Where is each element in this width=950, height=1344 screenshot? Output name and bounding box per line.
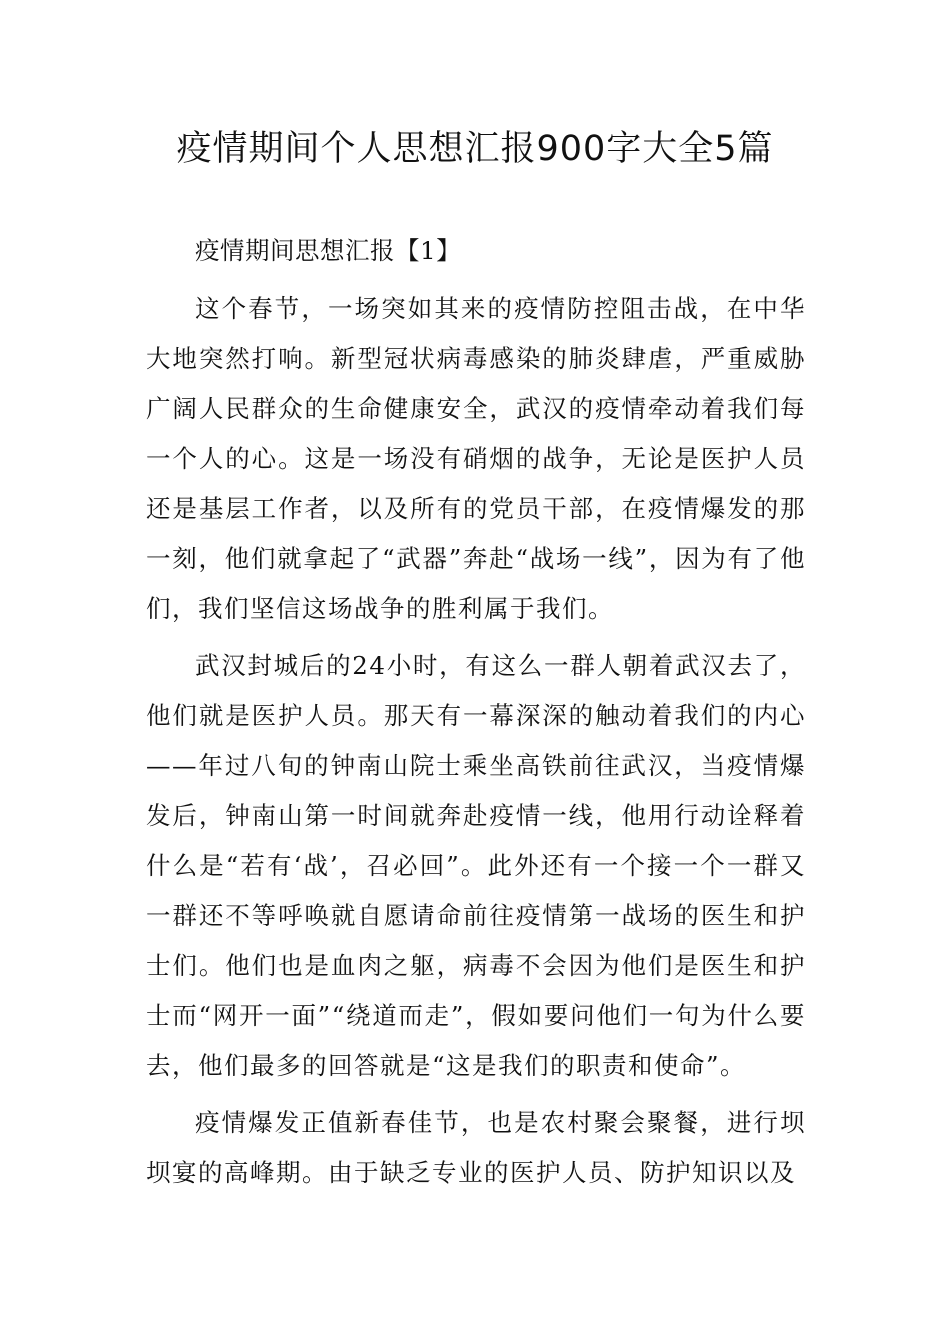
paragraph: 疫情爆发正值新春佳节，也是农村聚会聚餐，进行坝坝宴的高峰期。由于缺乏专业的医护人员、防护知识以及 xyxy=(146,1108,806,1187)
section-heading: 疫情期间思想汇报【1】 xyxy=(195,236,462,265)
document-title: 疫情期间个人思想汇报900字大全5篇 xyxy=(176,129,774,169)
document-body xyxy=(146,226,806,1205)
paragraph: 这个春节，一场突如其来的疫情防控阻击战，在中华大地突然打响。新型冠状病毒感染的肺炎肆虐，严重威胁广阔人民群众的生命健康安全，武汉的疫情牵动着我们每一个人的心。这是一场没有硝烟的战争，无论是医护人员还是基层工作者，以及所有的党员干部，在疫情爆发的那一刻，他们就拿起了“武器”奔赴“战场一线”，因为有了他们，我们坚信这场战争的胜利属于我们。 xyxy=(146,294,806,623)
paragraph: 武汉封城后的24小时，有这么一群人朝着武汉去了，他们就是医护人员。那天有一幕深深的触动着我们的内心——年过八旬的钟南山院士乘坐高铁前往武汉，当疫情爆发后，钟南山第一时间就奔赴疫情一线，他用行动诠释着什么是“若有‘战’，召必回”。此外还有一个接一个一群又一群还不等呼唤就自愿请命前往疫情第一战场的医生和护士们。他们也是血肉之躯，病毒不会因为他们是医生和护士而“网开一面”“绕道而走”，假如要问他们一句为什么要去，他们最多的回答就是“这是我们的职责和使命”。 xyxy=(146,651,806,1080)
